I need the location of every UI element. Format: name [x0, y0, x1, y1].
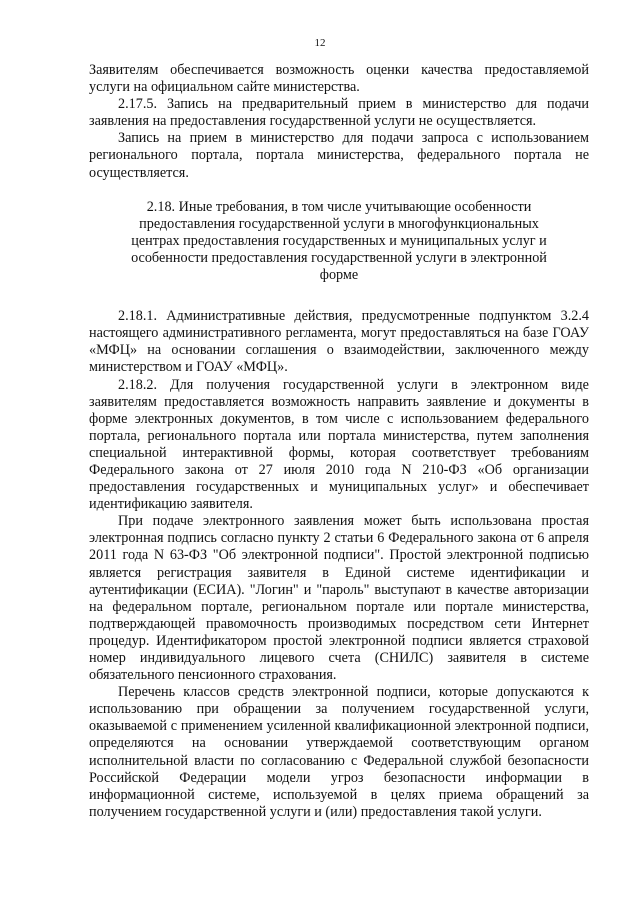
page-number: 12: [314, 37, 326, 49]
section-heading-2-18: 2.18. Иные требования, в том числе учитывающие особенности предоставления государственной услуги в многофункциональных центрах предоставления государственных и муниципальных услуг и особенности предоставления государственной услуги в электронной форме: [131, 198, 547, 284]
spacer: [89, 182, 589, 199]
paragraph-2-18-2: 2.18.2. Для получения государственной услуги в электронном виде заявителям предоставляется возможность направить заявление и документы в форме электронных документов, в том числе с использованием федерального портала, регионального портала или портала министерства, путем заполнения специальной интерактивной формы, которая соответствует требованиям Федерального закона от 27 июля 2010 года N 210-ФЗ «Об организации предоставления государственных и муниципальных услуг» и обеспечивает идентификацию заявителя.: [89, 376, 589, 513]
paragraph-signature-classes: Перечень классов средств электронной подписи, которые допускаются к использованию при обращении за получением государственной услуги, оказываемой с применением усиленной квалификационной электронной подписи, определяются на основании утверждаемой соответствующим органом исполнительной власти по согласованию с Федеральной службой безопасности Российской Федерации модели угроз безопасности информации в информационной системе, используемой в целях приема обращений за получением государственной услуги и (или) предоставления такой услуги.: [89, 684, 589, 820]
paragraph-appointment-portal: Запись на прием в министерство для подачи запроса с использованием регионального портала, портала министерства, федерального портала не осуществляется.: [89, 130, 589, 181]
paragraph-2-18-1: 2.18.1. Административные действия, предусмотренные подпунктом 3.2.4 настоящего административного регламента, могут предоставляться на базе ГОАУ «МФЦ» на основании соглашения о взаимодействии, заключенного между министерством и ГОАУ «МФЦ».: [89, 308, 589, 376]
document-body: [89, 62, 589, 821]
paragraph-quality-assessment: Заявителям обеспечивается возможность оценки качества предоставляемой услуги на официальном сайте министерства.: [89, 62, 589, 96]
paragraph-2-17-5: 2.17.5. Запись на предварительный прием в министерство для подачи заявления на предоставления государственной услуги не осуществляется.: [89, 96, 589, 130]
paragraph-simple-signature: При подаче электронного заявления может быть использована простая электронная подпись согласно пункту 2 статьи 6 Федерального закона от 6 апреля 2011 года N 63-ФЗ "Об электронной подписи". Простой электронной подписью является регистрация заявителя в Единой системе идентификации и аутентификации (ЕСИА). "Логин" и "пароль" выступают в качестве авторизации на федеральном портале, региональном портале или портале министерства, подтверждающей правомочность производимых посредством сети Интернет процедур. Идентификатором простой электронной подписи является страховой номер индивидуального лицевого счета (СНИЛС) заявителя в системе обязательного пенсионного страхования.: [89, 513, 589, 684]
spacer: [89, 284, 589, 308]
